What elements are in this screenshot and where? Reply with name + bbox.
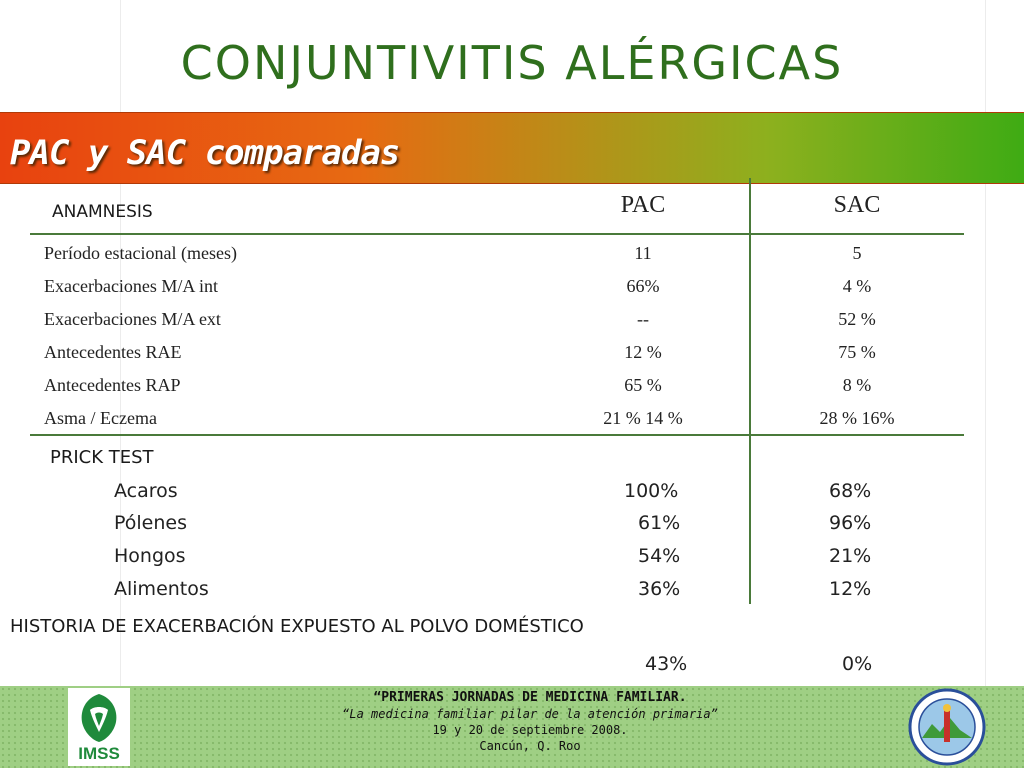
imss-logo-text: IMSS	[78, 744, 120, 763]
footer-dates: 19 y 20 de septiembre 2008.	[432, 723, 628, 737]
row-label: Alimentos	[114, 578, 209, 600]
row-label: Pólenes	[114, 512, 188, 534]
subtitle-banner	[0, 112, 1024, 184]
footer-location: Cancún, Q. Roo	[479, 739, 581, 753]
sac-value: 96%	[829, 512, 872, 534]
pac-value: 61%	[638, 512, 681, 534]
prick-test-label: PRICK TEST	[50, 447, 154, 468]
pac-value: 11	[634, 243, 652, 263]
page-title: CONJUNTIVITIS ALÉRGICAS	[180, 36, 844, 90]
header-rule	[30, 233, 964, 235]
pac-value: 100%	[624, 480, 679, 502]
column-divider	[749, 436, 751, 604]
guide-line	[985, 0, 986, 686]
sac-value: 75 %	[838, 342, 876, 362]
sac-value: 68%	[829, 480, 872, 502]
anamnesis-label: ANAMNESIS	[52, 202, 153, 222]
row-label: Exacerbaciones M/A int	[44, 276, 218, 296]
sac-value: 4 %	[842, 276, 872, 296]
sac-value: 52 %	[838, 309, 876, 329]
row-label: Antecedentes RAE	[44, 342, 182, 362]
historia-sac-value: 0%	[842, 653, 873, 675]
column-header-pac: PAC	[620, 192, 666, 218]
sac-value: 8 %	[842, 375, 872, 395]
sac-value: 12%	[829, 578, 872, 600]
row-label: Exacerbaciones M/A ext	[44, 309, 221, 329]
footer-event-title: “PRIMERAS JORNADAS DE MEDICINA FAMILIAR.	[373, 690, 687, 705]
sac-value: 5	[852, 243, 862, 263]
column-header-sac: SAC	[833, 192, 881, 218]
pac-value: 54%	[638, 545, 681, 567]
historia-pac-value: 43%	[645, 653, 688, 675]
row-label: Hongos	[114, 545, 186, 567]
footer-caption	[300, 690, 760, 754]
row-label: Período estacional (meses)	[44, 243, 237, 263]
pac-value: 65 %	[624, 375, 662, 395]
row-label: Antecedentes RAP	[44, 375, 181, 395]
imss-logo	[68, 688, 130, 766]
section-rule	[30, 434, 964, 436]
footer	[0, 686, 1024, 768]
pac-value: 12 %	[624, 342, 662, 362]
event-seal	[902, 688, 992, 766]
sac-value: 21%	[829, 545, 872, 567]
sac-value: 28 % 16%	[819, 408, 895, 428]
row-label: Asma / Eczema	[44, 408, 157, 428]
pac-value: 66%	[626, 276, 660, 296]
pac-value: --	[637, 309, 649, 329]
column-divider	[749, 178, 751, 434]
medicine-seal-icon	[902, 688, 992, 766]
footer-motto: “La medicina familiar pilar de la atención primaria”	[342, 707, 718, 721]
banner-text: PAC y SAC comparadas	[10, 133, 400, 173]
pac-value: 36%	[638, 578, 681, 600]
pac-value: 21 % 14 %	[603, 408, 683, 428]
historia-label: HISTORIA DE EXACERBACIÓN EXPUESTO AL POLVO DOMÉSTICO	[10, 616, 584, 637]
row-label: Acaros	[114, 480, 178, 502]
